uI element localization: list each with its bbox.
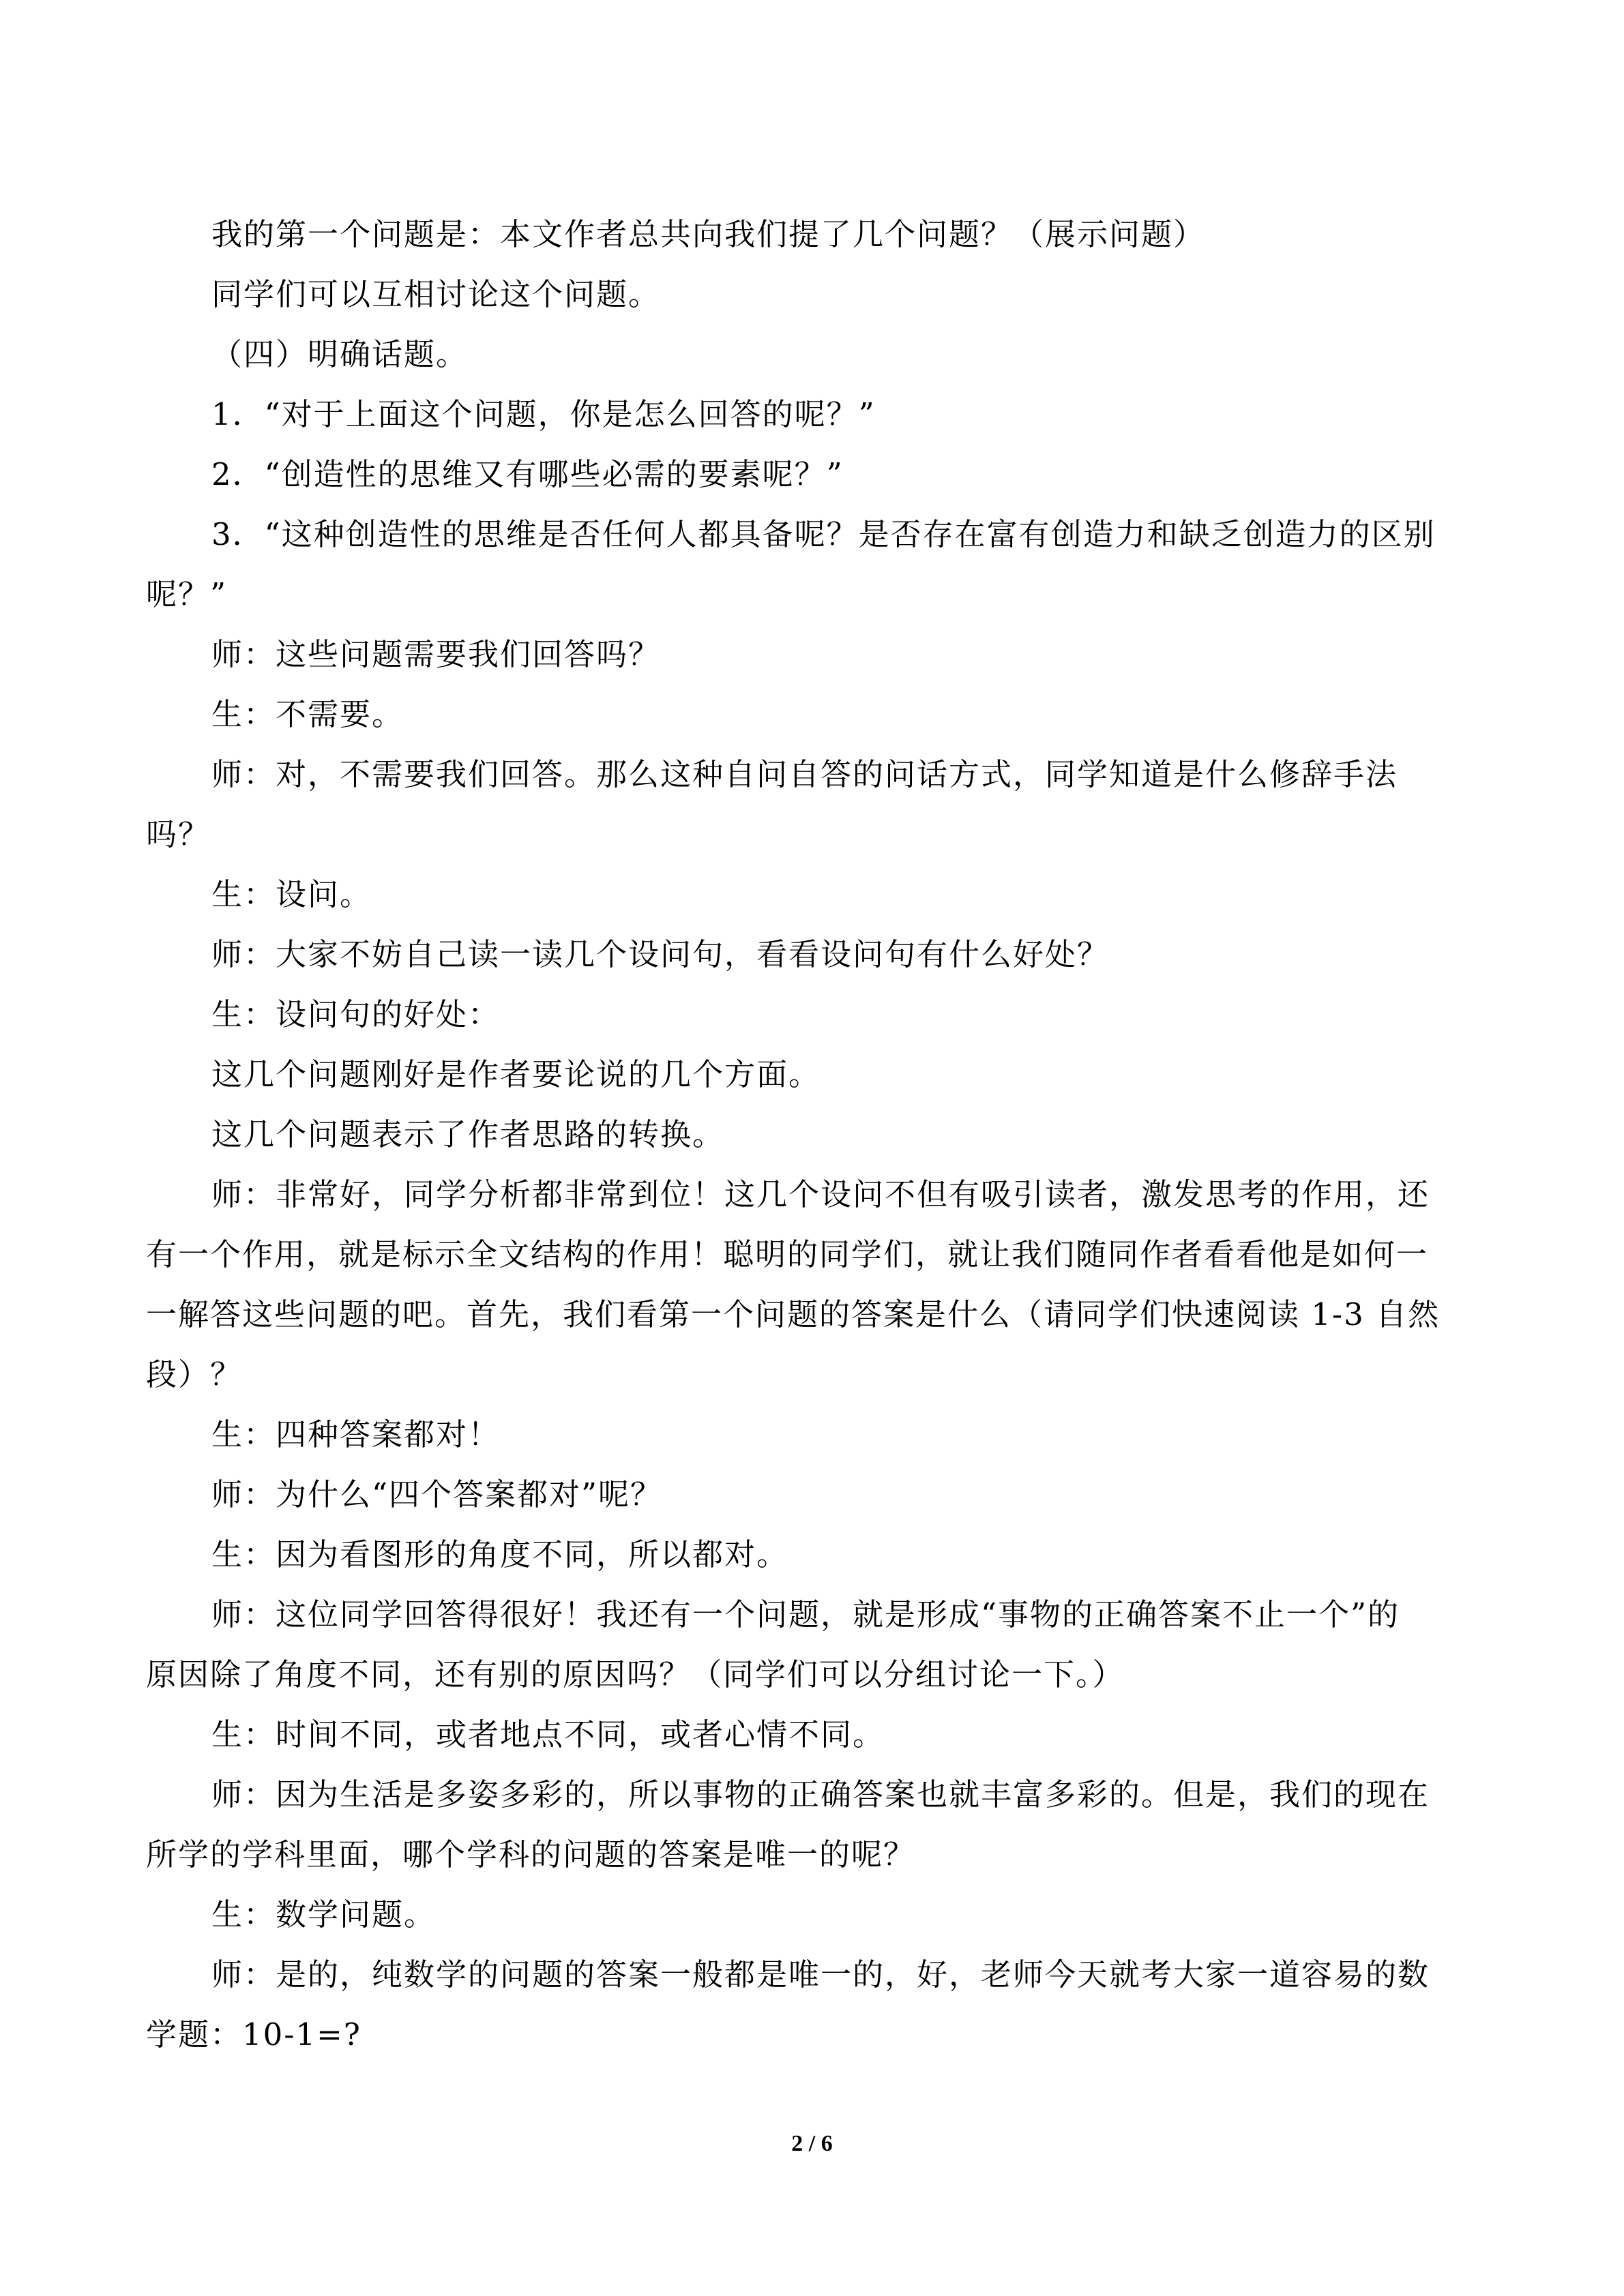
text-line: 一解答这些问题的吧。首先，我们看第一个问题的答案是什么（请同学们快速阅读 1-3 自然 [146, 1296, 1441, 1332]
text-line: 学题：10-1=? [146, 2016, 361, 2053]
paragraph [146, 1405, 1475, 1465]
text-line: 生：四种答案都对！ [211, 1416, 501, 1452]
paragraph [146, 625, 1475, 685]
text-line: 所学的学科里面，哪个学科的问题的答案是唯一的呢？ [146, 1836, 916, 1873]
text-line: 呢？” [146, 576, 228, 612]
paragraph [146, 1045, 1475, 1105]
text-line: 师：对，不需要我们回答。那么这种自问自答的问话方式，同学知道是什么修辞手法 [211, 756, 1398, 792]
page-number: 2 / 6 [791, 2131, 833, 2156]
text-line: 生：时间不同，或者地点不同，或者心情不同。 [211, 1716, 885, 1753]
paragraph [146, 1885, 1475, 1945]
paragraph [146, 1945, 1475, 2065]
text-line: 生：不需要。 [211, 696, 404, 732]
text-line: 生：数学问题。 [211, 1896, 437, 1933]
text-line: 生：设问句的好处： [211, 996, 501, 1032]
paragraph [146, 445, 1475, 505]
paragraph [146, 205, 1475, 265]
text-line: 师：这位同学回答得很好！我还有一个问题，就是形成“事物的正确答案不止一个”的 [211, 1596, 1400, 1632]
paragraph [146, 1105, 1475, 1165]
text-line: 1．“对于上面这个问题，你是怎么回答的呢？” [211, 396, 876, 432]
paragraph [146, 1165, 1475, 1405]
text-line: 师：大家不妨自己读一读几个设问句，看看设问句有什么好处？ [211, 936, 1110, 972]
paragraph [146, 745, 1475, 865]
text-line: 师：是的，纯数学的问题的答案一般都是唯一的，好，老师今天就考大家一道容易的数 [211, 1956, 1430, 1993]
text-line: 生：设问。 [211, 876, 372, 912]
paragraph [146, 1765, 1475, 1885]
paragraph [146, 1525, 1475, 1585]
text-line: 段）？ [146, 1356, 243, 1392]
text-line: 师：非常好，同学分析都非常到位！这几个设问不但有吸引读者，激发思考的作用，还 [211, 1176, 1430, 1212]
paragraph [146, 505, 1475, 625]
text-line: （四）明确话题。 [211, 336, 469, 372]
text-line: 吗？ [146, 816, 211, 852]
document-body [146, 205, 1475, 2065]
text-line: 这几个问题表示了作者思路的转换。 [211, 1116, 725, 1152]
paragraph [146, 985, 1475, 1045]
text-line: 3．“这种创造性的思维是否任何人都具备呢？是否存在富有创造力和缺乏创造力的区别 [211, 516, 1436, 552]
text-line: 我的第一个问题是：本文作者总共向我们提了几个问题？（展示问题） [211, 216, 1206, 252]
text-line: 同学们可以互相讨论这个问题。 [211, 276, 661, 312]
text-line: 原因除了角度不同，还有别的原因吗？（同学们可以分组讨论一下。） [146, 1656, 1125, 1693]
paragraph [146, 685, 1475, 745]
paragraph [146, 385, 1475, 445]
paragraph [146, 1465, 1475, 1525]
paragraph [146, 1585, 1475, 1705]
paragraph [146, 325, 1475, 385]
text-line: 这几个问题刚好是作者要论说的几个方面。 [211, 1056, 821, 1092]
text-line: 有一个作用，就是标示全文结构的作用！聪明的同学们，就让我们随同作者看看他是如何一 [146, 1236, 1429, 1272]
paragraph [146, 265, 1475, 325]
paragraph [146, 865, 1475, 925]
text-line: 生：因为看图形的角度不同，所以都对。 [211, 1536, 789, 1572]
text-line: 师：这些问题需要我们回答吗？ [211, 636, 661, 672]
text-line: 师：为什么“四个答案都对”呢？ [211, 1476, 663, 1512]
text-line: 师：因为生活是多姿多彩的，所以事物的正确答案也就丰富多彩的。但是，我们的现在 [211, 1776, 1430, 1813]
paragraph [146, 1705, 1475, 1765]
paragraph [146, 925, 1475, 985]
text-line: 2．“创造性的思维又有哪些必需的要素呢？” [211, 456, 844, 492]
